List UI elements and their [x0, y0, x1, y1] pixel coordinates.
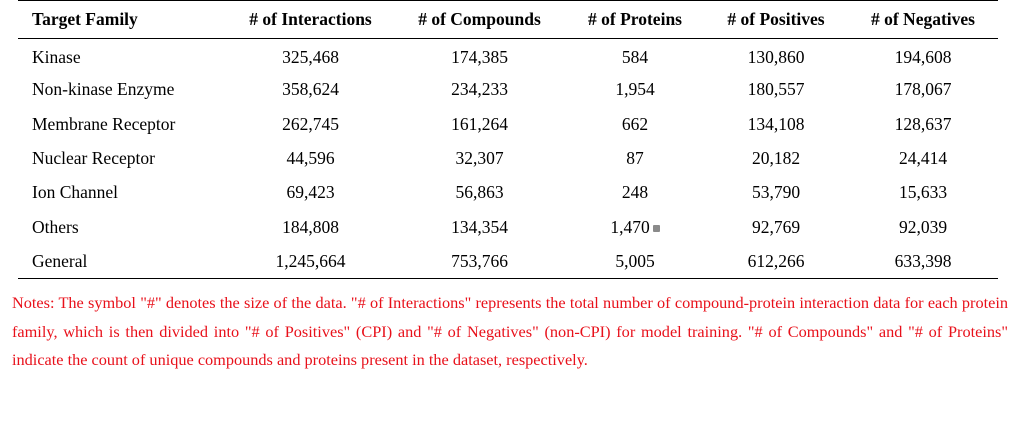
- small-square-icon: [653, 225, 660, 232]
- cell-positives: 134,108: [747, 113, 805, 134]
- header-negatives: # of Negatives: [848, 1, 998, 39]
- cell-positives: 612,266: [747, 250, 805, 271]
- header-target-family: Target Family: [18, 1, 228, 39]
- cell-target-family: General: [32, 250, 88, 271]
- cell-proteins: 248: [621, 182, 649, 203]
- cell-proteins: 5,005: [615, 250, 655, 271]
- cell-negatives: 178,067: [894, 79, 952, 100]
- table-row: [18, 176, 998, 210]
- cell-compounds: 161,264: [451, 113, 508, 134]
- cell-proteins-with-mark: [566, 210, 704, 244]
- table-notes: Notes: The symbol "#" denotes the size of the data. "# of Interactions" represents the total number of compound-protein interaction data for each protein family, which is then divided into "# of Positives" (CPI) and "# of Negatives" (non-CPI) for model training. "# of Compounds" and "# of Proteins" indicate the count of unique compounds and proteins present in the dataset, respectively.: [12, 293, 1008, 370]
- cell-compounds: 174,385: [451, 46, 508, 67]
- cell-target-family: Membrane Receptor: [32, 113, 176, 134]
- cell-interactions: 44,596: [286, 148, 335, 169]
- cell-compounds: 753,766: [451, 250, 508, 271]
- cell-interactions: 325,468: [282, 46, 339, 67]
- cell-proteins: 1,954: [615, 79, 655, 100]
- table-row: [18, 39, 998, 73]
- cell-interactions: 262,745: [282, 113, 339, 134]
- table-row: [18, 107, 998, 141]
- cell-negatives: 633,398: [894, 250, 952, 271]
- cell-negatives: 128,637: [894, 113, 952, 134]
- cell-positives: 180,557: [747, 79, 805, 100]
- cell-compounds: 56,863: [455, 182, 504, 203]
- table-row: [18, 141, 998, 175]
- table-row: [18, 210, 998, 244]
- cell-negatives: 15,633: [898, 182, 948, 203]
- cell-compounds: 134,354: [451, 216, 508, 237]
- cell-interactions: 184,808: [282, 216, 339, 237]
- cell-proteins: 662: [621, 113, 649, 134]
- cell-compounds: 32,307: [455, 148, 504, 169]
- cell-positives: 130,860: [747, 46, 805, 67]
- cell-target-family: Nuclear Receptor: [32, 148, 155, 169]
- target-family-table: [18, 0, 998, 279]
- table-header-row: [18, 1, 998, 39]
- cell-positives: 92,769: [751, 216, 801, 237]
- cell-target-family: Others: [32, 216, 79, 237]
- cell-target-family: Non-kinase Enzyme: [32, 79, 175, 100]
- cell-proteins: 1,470: [610, 216, 650, 237]
- header-proteins: # of Proteins: [566, 1, 704, 39]
- table-row: [18, 244, 998, 278]
- cell-compounds: 234,233: [451, 79, 508, 100]
- cell-negatives: 92,039: [898, 216, 948, 237]
- cell-interactions: 69,423: [286, 182, 335, 203]
- cell-positives: 20,182: [751, 148, 801, 169]
- header-interactions: # of Interactions: [228, 1, 393, 39]
- cell-interactions: 1,245,664: [275, 250, 346, 271]
- cell-positives: 53,790: [751, 182, 801, 203]
- cell-negatives: 24,414: [898, 148, 948, 169]
- cell-target-family: Ion Channel: [32, 182, 119, 203]
- header-compounds: # of Compounds: [393, 1, 566, 39]
- cell-negatives: 194,608: [894, 46, 952, 67]
- table-row: [18, 73, 998, 107]
- header-positives: # of Positives: [704, 1, 848, 39]
- cell-interactions: 358,624: [282, 79, 339, 100]
- cell-target-family: Kinase: [32, 46, 81, 67]
- cell-proteins: 87: [626, 148, 644, 169]
- data-table-container: [18, 0, 998, 279]
- cell-proteins: 584: [621, 46, 649, 67]
